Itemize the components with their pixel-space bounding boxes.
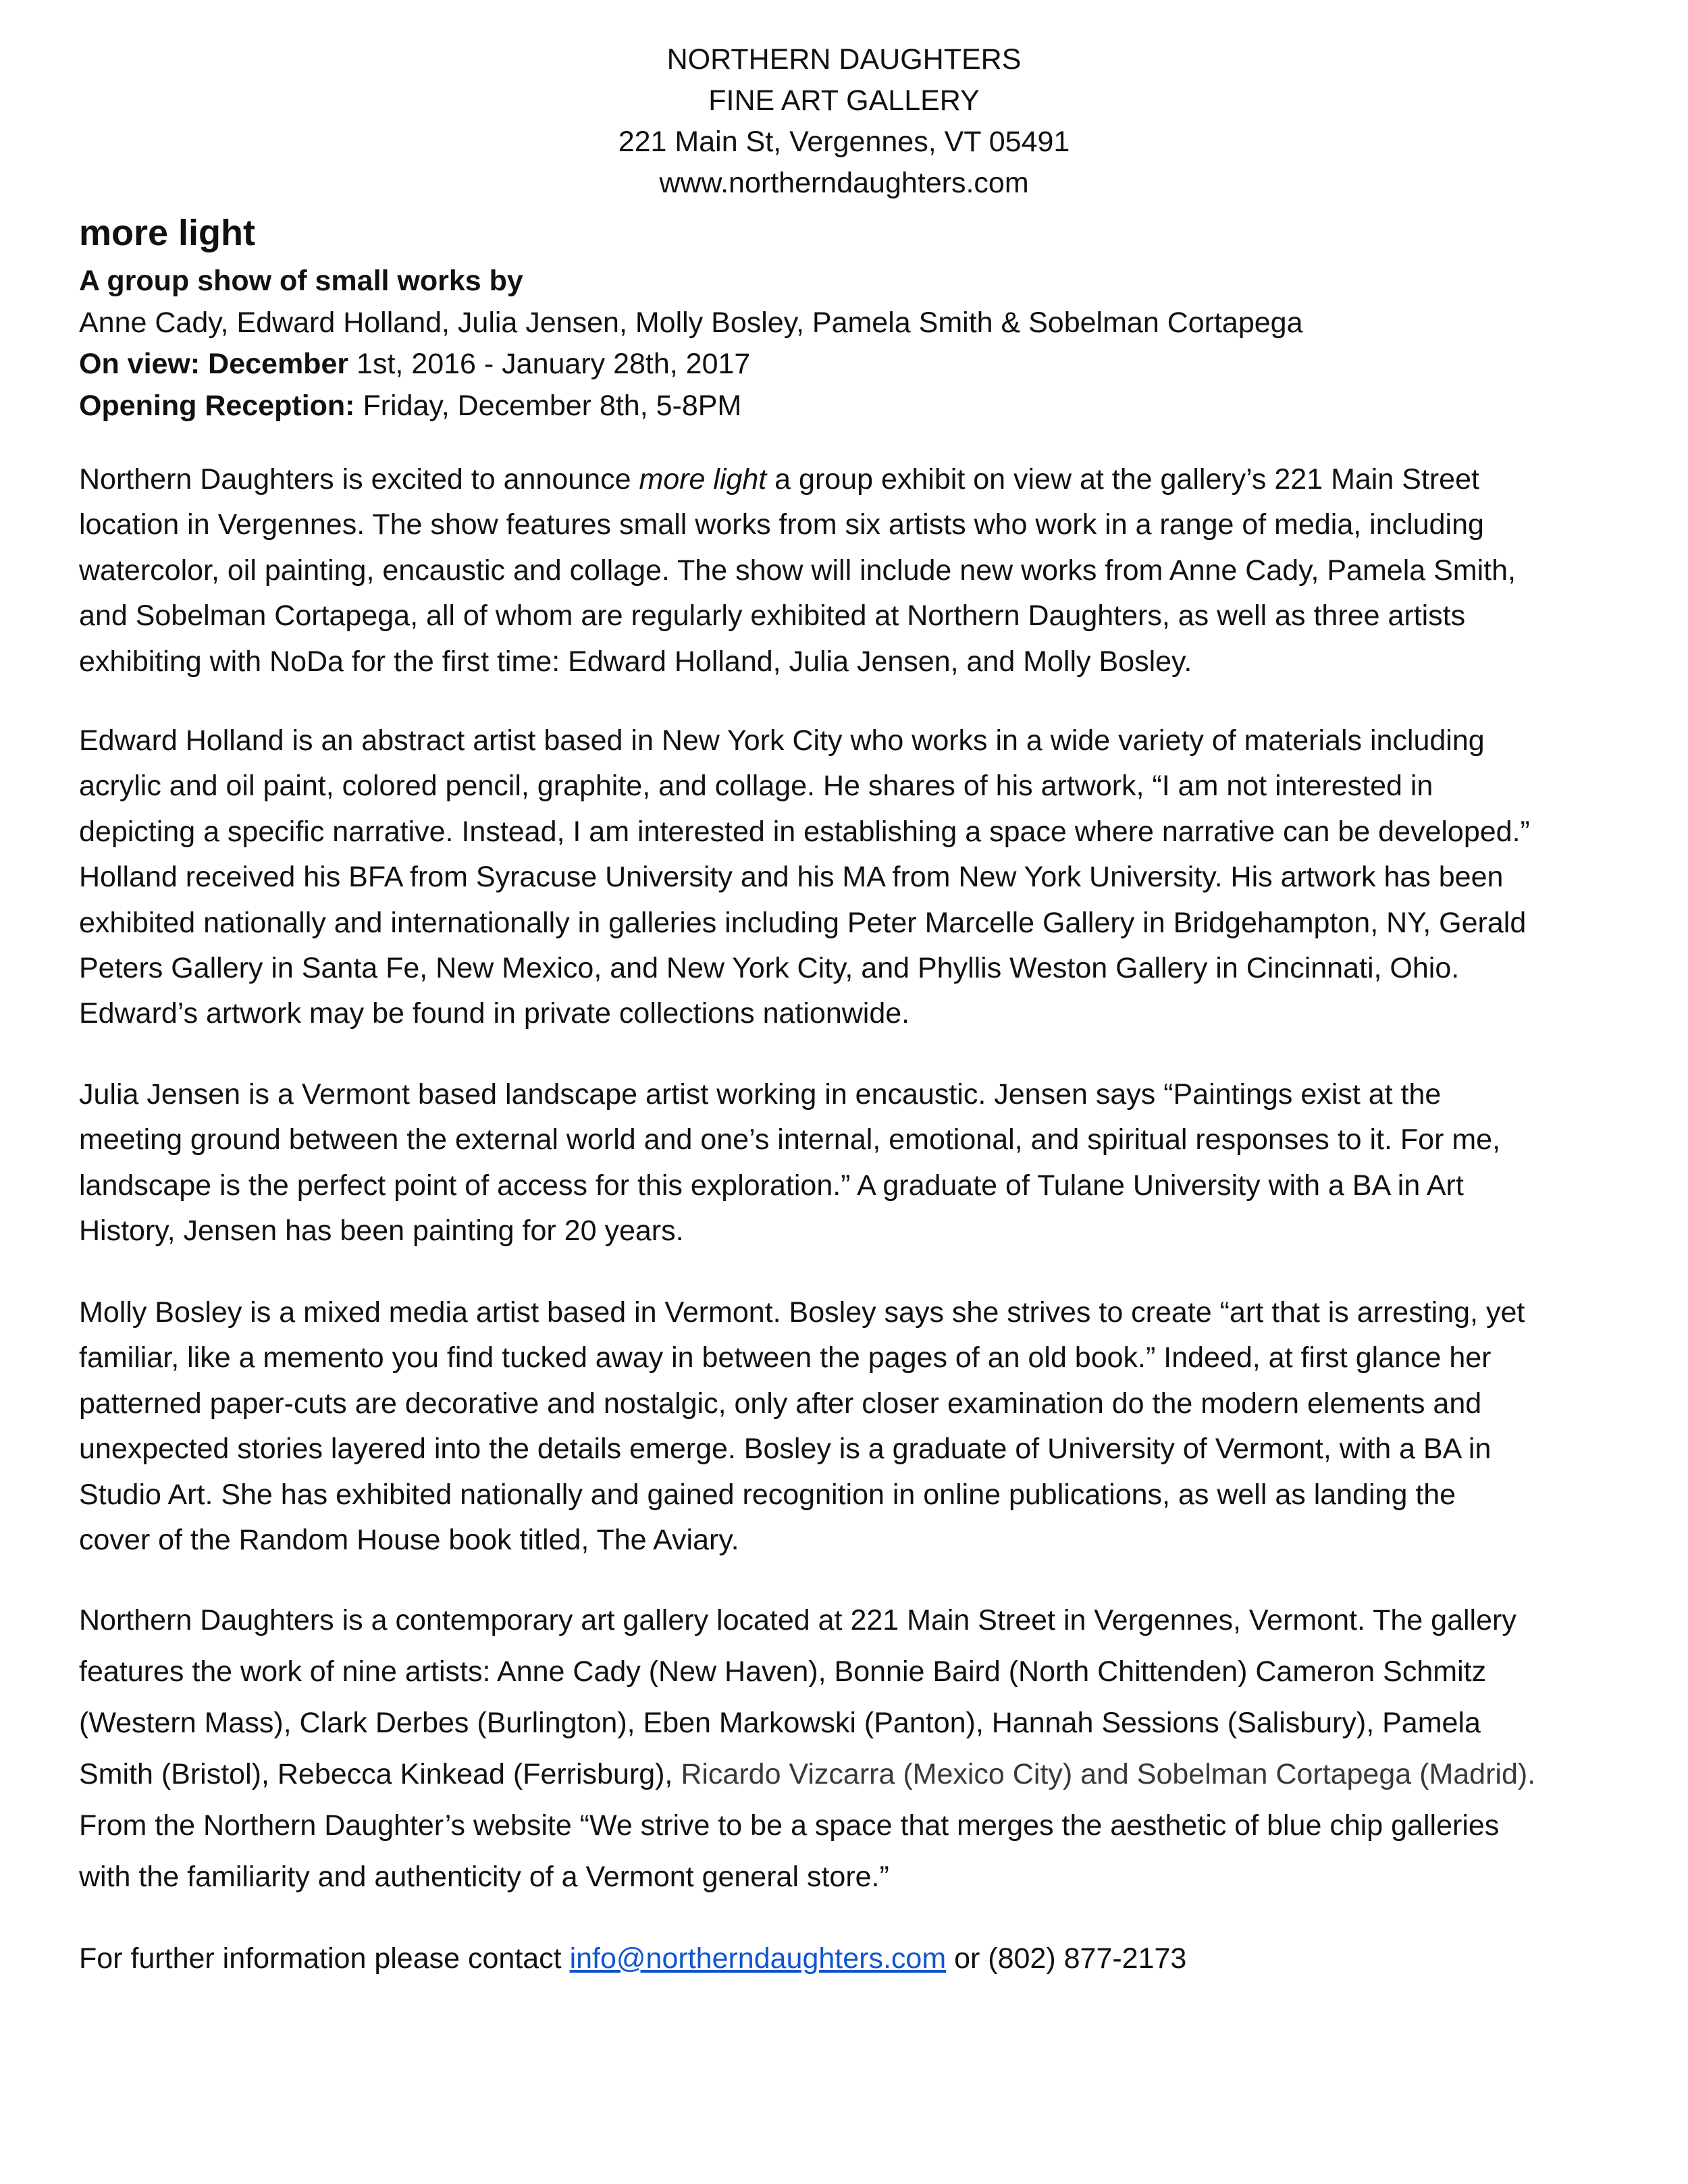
paragraph-line: patterned paper-cuts are decorative and nostalgic, only after closer examination do the modern elements and: [79, 1387, 1482, 1420]
reception-line: [79, 385, 1303, 427]
paragraph-line: exhibiting with NoDa for the first time: Edward Holland, Julia Jensen, and Molly Bosley.: [79, 645, 1192, 678]
paragraph-line: Molly Bosley is a mixed media artist based in Vermont. Bosley says she strives to create “art that is arresting, yet: [79, 1296, 1525, 1329]
paragraph-line: From the Northern Daughter’s website “We strive to be a space that merges the aesthetic of blue chip galleries: [79, 1809, 1500, 1842]
contact-line: [79, 1936, 1186, 1981]
paragraph-line: cover of the Random House book titled, The Aviary.: [79, 1524, 739, 1557]
gallery-type: FINE ART GALLERY: [708, 84, 980, 117]
paragraph-line: Holland received his BFA from Syracuse University and his MA from New York University. His artwork has been: [79, 861, 1504, 894]
text-run: Ricardo Vizcarra (Mexico City) and Sobelman Cortapega (Madrid).: [681, 1758, 1536, 1790]
paragraph-line: familiar, like a memento you find tucked away in between the pages of an old book.” Indeed, at first glance her: [79, 1341, 1492, 1375]
gallery-address: 221 Main St, Vergennes, VT 05491: [618, 126, 1070, 158]
on-view-dates: 1st, 2016 - January 28th, 2017: [348, 348, 751, 380]
paragraph-intro: [79, 457, 1625, 685]
reception-time: Friday, December 8th, 5-8PM: [354, 389, 742, 422]
paragraph-line: meeting ground between the external world and one’s internal, emotional, and spiritual responses to it. For me,: [79, 1123, 1501, 1156]
show-details: [79, 261, 1303, 427]
paragraph-line: Edward Holland is an abstract artist based in New York City who works in a wide variety of materials including: [79, 724, 1485, 757]
on-view-line: [79, 344, 1303, 385]
paragraph-line: Edward’s artwork may be found in private collections nationwide.: [79, 997, 910, 1030]
paragraph-line: and Sobelman Cortapega, all of whom are regularly exhibited at Northern Daughters, as well as three artists: [79, 600, 1466, 633]
paragraph-line: landscape is the perfect point of access for this exploration.” A graduate of Tulane University with a BA in Art: [79, 1169, 1464, 1202]
contact-prefix: For further information please contact: [79, 1942, 570, 1975]
paragraph-line: Julia Jensen is a Vermont based landscape artist working in encaustic. Jensen says “Paintings exist at the: [79, 1078, 1442, 1111]
text-run: Smith (Bristol), Rebecca Kinkead (Ferrisburg),: [79, 1758, 681, 1790]
on-view-label: On view: December: [79, 348, 349, 380]
paragraph-line: Studio Art. She has exhibited nationally and gained recognition in online publications, as well as landing the: [79, 1478, 1456, 1511]
reception-label: Opening Reception:: [79, 389, 355, 422]
paragraph-line: Northern Daughters is a contemporary art gallery located at 221 Main Street in Vergennes, Vermont. The gallery: [79, 1604, 1516, 1636]
show-subtitle: A group show of small works by: [79, 265, 523, 297]
paragraph-line: with the familiarity and authenticity of a Vermont general store.”: [79, 1861, 889, 1893]
paragraph-line: Peters Gallery in Santa Fe, New Mexico, and New York City, and Phyllis Weston Gallery in Cincinnati, Ohio.: [79, 952, 1460, 985]
paragraph-line: History, Jensen has been painting for 20 years.: [79, 1215, 684, 1248]
gallery-name: NORTHERN DAUGHTERS: [666, 43, 1022, 76]
paragraph-line: [79, 457, 1625, 502]
paragraph-gallery: [79, 1595, 1625, 1902]
contact-phone: or (802) 877-2173: [946, 1942, 1187, 1975]
paragraph-jensen: [79, 1072, 1625, 1254]
paragraph-line: exhibited nationally and internationally in galleries including Peter Marcelle Gallery in Bridgehampton, NY, Gerald: [79, 906, 1527, 939]
paragraph-line: features the work of nine artists: Anne Cady (New Haven), Bonnie Baird (North Chittenden) Cameron Schmitz: [79, 1655, 1487, 1688]
paragraph-line: (Western Mass), Clark Derbes (Burlington), Eben Markowski (Panton), Hannah Sessions (Salisbury), Pamela: [79, 1707, 1481, 1739]
paragraph-line: location in Vergennes. The show features small works from six artists who work in a range of media, including: [79, 508, 1484, 541]
paragraph-line: watercolor, oil painting, encaustic and collage. The show will include new works from Anne Cady, Pamela Smith,: [79, 554, 1516, 587]
paragraph-line: depicting a specific narrative. Instead, I am interested in establishing a space where narrative can be developed.”: [79, 815, 1530, 848]
paragraph-holland: [79, 718, 1625, 1037]
show-title-italic: more light: [639, 463, 767, 496]
show-title: more light: [79, 213, 256, 253]
email-link[interactable]: info@northerndaughters.com: [569, 1942, 947, 1975]
gallery-letterhead: [0, 39, 1688, 204]
text-run: Northern Daughters is excited to announce: [79, 463, 639, 496]
gallery-website: www.northerndaughters.com: [659, 167, 1029, 199]
show-artists: Anne Cady, Edward Holland, Julia Jensen, Molly Bosley, Pamela Smith & Sobelman Cortapega: [79, 306, 1303, 339]
paragraph-bosley: [79, 1290, 1625, 1563]
paragraph-line: [79, 1749, 1625, 1800]
paragraph-line: acrylic and oil paint, colored pencil, graphite, and collage. He shares of his artwork, “I am not interested in: [79, 770, 1433, 803]
paragraph-line: unexpected stories layered into the details emerge. Bosley is a graduate of University of Vermont, with a BA in: [79, 1433, 1492, 1466]
text-run: a group exhibit on view at the gallery’s 221 Main Street: [766, 463, 1479, 496]
